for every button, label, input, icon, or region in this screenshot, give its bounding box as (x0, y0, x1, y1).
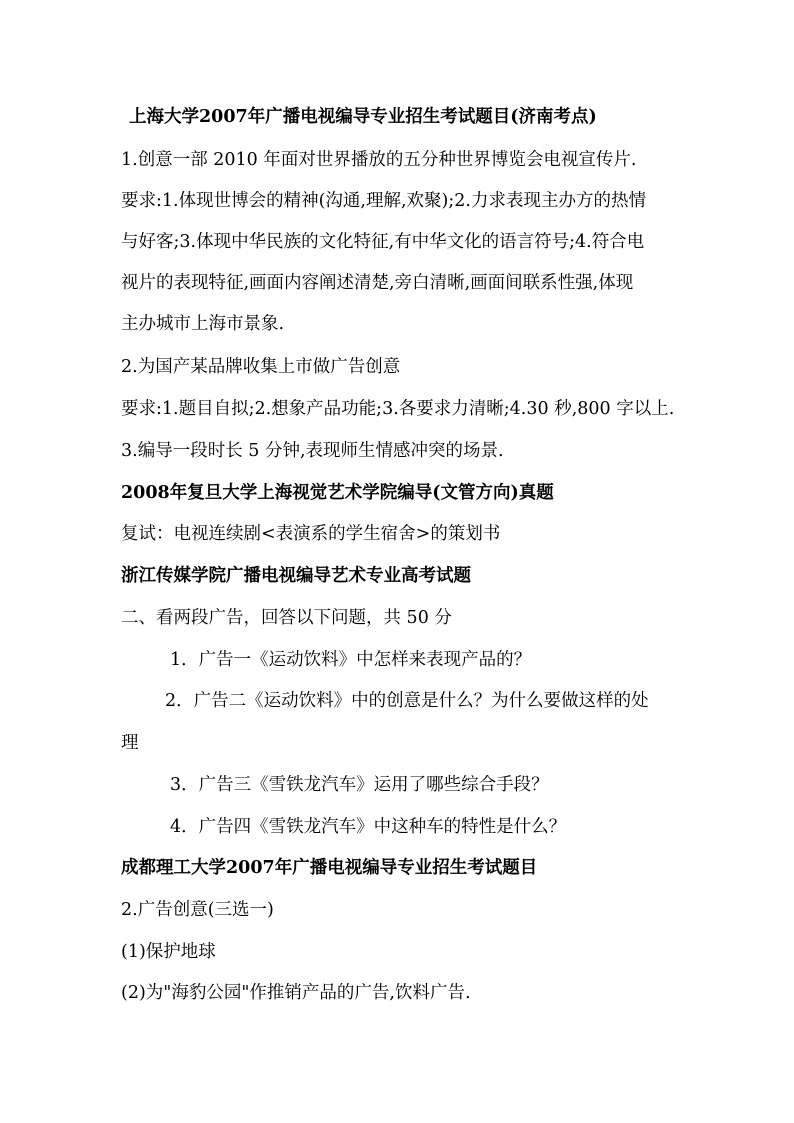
question-item: 1．广告一《运动饮料》中怎样来表现产品的？ (170, 650, 532, 670)
paragraph-line: 3.编导一段时长 5 分钟,表现师生情感冲突的场景. (121, 441, 504, 461)
paragraph-line: 视片的表现特征,画面内容阐述清楚,旁白清晰,画面间联系性强,体现 (121, 273, 634, 293)
paragraph-line: 2.广告创意(三选一) (121, 900, 274, 920)
paragraph-line: 主办城市上海市景象. (121, 314, 285, 334)
section-title-fudan: 2008年复旦大学上海视觉艺术学院编导(文管方向)真题 (121, 483, 554, 503)
paragraph-line: 与好客;3.体现中华民族的文化特征,有中华文化的语言符号;4.符合电 (121, 232, 645, 252)
paragraph-line: (1)保护地球 (121, 942, 216, 962)
paragraph-line: 二、看两段广告，回答以下问题，共 50 分 (121, 608, 452, 628)
paragraph-line: 要求:1.体现世博会的精神(沟通,理解,欢聚);2.力求表现主办方的热情 (121, 191, 646, 211)
paragraph-line: 2.为国产某品牌收集上市做广告创意 (121, 357, 401, 377)
question-item: 3．广告三《雪铁龙汽车》运用了哪些综合手段？ (170, 775, 549, 795)
question-item: 4．广告四《雪铁龙汽车》中这种车的特性是什么？ (170, 817, 567, 837)
question-continuation: 理 (121, 733, 139, 753)
section-title-shanghai-university: 上海大学2007年广播电视编导专业招生考试题目(济南考点) (129, 107, 597, 127)
section-title-zhejiang-media: 浙江传媒学院广播电视编导艺术专业高考试题 (121, 566, 471, 586)
paragraph-line: 复试：电视连续剧<表演系的学生宿舍>的策划书 (121, 524, 501, 544)
paragraph-line: 1.创意一部 2010 年面对世界播放的五分种世界博览会电视宣传片. (121, 150, 637, 170)
question-item: 2．广告二《运动饮料》中的创意是什么？为什么要做这样的处 (165, 691, 649, 711)
paragraph-line: 要求:1.题目自拟;2.想象产品功能;3.各要求力清晰;4.30 秒,800 字以上. (121, 399, 675, 419)
section-title-chengdu-tech: 成都理工大学2007年广播电视编导专业招生考试题目 (121, 858, 538, 878)
paragraph-line: (2)为"海豹公园"作推销产品的广告,饮料广告. (121, 983, 471, 1003)
